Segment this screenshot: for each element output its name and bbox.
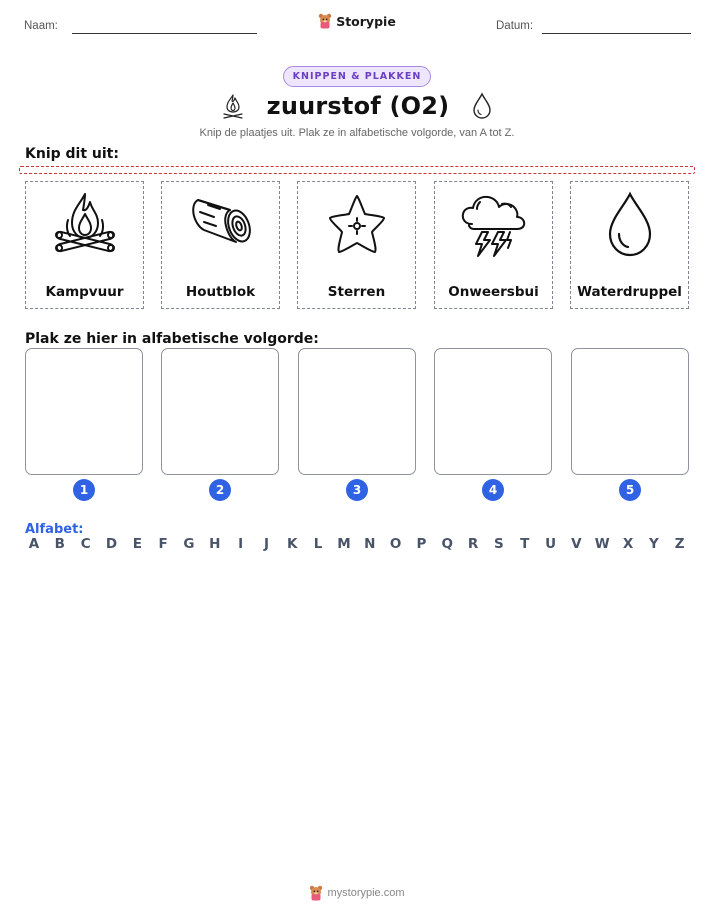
alphabet-letter: L: [313, 536, 323, 552]
alphabet-letter: B: [54, 536, 65, 552]
alphabet-letter: Q: [441, 536, 453, 552]
alphabet-letter: R: [467, 536, 479, 552]
alphabet-letter: X: [622, 536, 634, 552]
alphabet-letter: P: [416, 536, 427, 552]
card-label: Kampvuur: [45, 284, 124, 300]
cut-card-houtblok[interactable]: [161, 181, 280, 309]
footer-site: mystorypie.com: [327, 887, 405, 899]
slot-number-3: 3: [346, 479, 368, 501]
cut-card-kampvuur[interactable]: [25, 181, 144, 309]
campfire-icon: [50, 190, 120, 260]
slot-number-2: 2: [209, 479, 231, 501]
water-drop-icon: [471, 92, 493, 120]
log-icon: [188, 190, 254, 250]
alphabet-letter: M: [337, 536, 351, 552]
alphabet-letter: S: [494, 536, 504, 552]
water-drop-icon: [600, 190, 660, 260]
alphabet-label: Alfabet:: [25, 522, 84, 537]
campfire-icon: [221, 92, 245, 120]
date-line[interactable]: [542, 33, 691, 34]
alphabet-letter: T: [520, 536, 530, 552]
brand-name: Storypie: [336, 13, 396, 29]
bear-logo-icon: [309, 885, 323, 901]
paste-heading: Plak ze hier in alfabetische volgorde:: [25, 331, 319, 347]
instructions: Knip de plaatjes uit. Plak ze in alfabetische volgorde, van A tot Z.: [199, 127, 515, 139]
alphabet-letter: U: [545, 536, 557, 552]
alphabet-letter: Y: [648, 536, 659, 552]
alphabet-letter: O: [389, 536, 402, 552]
paste-slot-3[interactable]: [298, 348, 416, 475]
title-row: [0, 92, 714, 120]
name-line[interactable]: [72, 33, 257, 34]
alphabet-letter: K: [287, 536, 298, 552]
card-label: Onweersbui: [448, 284, 539, 300]
bear-logo-icon: [318, 13, 332, 29]
alphabet-letter: H: [209, 536, 221, 552]
alphabet-letter: N: [364, 536, 376, 552]
dashed-cut-line: [19, 166, 695, 174]
paste-slot-5[interactable]: [571, 348, 689, 475]
paste-slot-4[interactable]: [434, 348, 552, 475]
card-label: Sterren: [327, 284, 386, 300]
slot-number-1: 1: [73, 479, 95, 501]
date-label: Datum:: [496, 20, 534, 32]
thunderstorm-icon: [458, 190, 530, 262]
cut-card-waterdruppel[interactable]: [570, 181, 689, 309]
cut-card-onweersbui[interactable]: [434, 181, 553, 309]
card-label: Houtblok: [185, 284, 256, 300]
cut-card-sterren[interactable]: [297, 181, 416, 309]
slot-number-4: 4: [482, 479, 504, 501]
page-title: zuurstof (O2): [266, 92, 450, 120]
slot-number-5: 5: [619, 479, 641, 501]
alphabet-letter: W: [594, 536, 610, 552]
card-label: Waterdruppel: [577, 284, 682, 300]
alphabet-letter: C: [80, 536, 91, 552]
alphabet-letter: J: [263, 536, 269, 552]
alphabet-row: [25, 536, 689, 552]
alphabet-letter: G: [183, 536, 195, 552]
footer: [0, 885, 714, 901]
alphabet-letter: I: [238, 536, 244, 552]
paste-slot-1[interactable]: [25, 348, 143, 475]
alphabet-letter: V: [571, 536, 582, 552]
paste-slot-2[interactable]: [161, 348, 279, 475]
cut-heading: Knip dit uit:: [25, 146, 119, 162]
alphabet-letter: Z: [674, 536, 685, 552]
name-label: Naam:: [24, 20, 58, 32]
alphabet-letter: E: [132, 536, 142, 552]
alphabet-letter: F: [158, 536, 168, 552]
star-icon: [322, 190, 392, 260]
alphabet-letter: A: [28, 536, 40, 552]
activity-badge: KNIPPEN & PLAKKEN: [283, 66, 432, 87]
alphabet-letter: D: [105, 536, 118, 552]
storypie-logo: [0, 13, 714, 29]
